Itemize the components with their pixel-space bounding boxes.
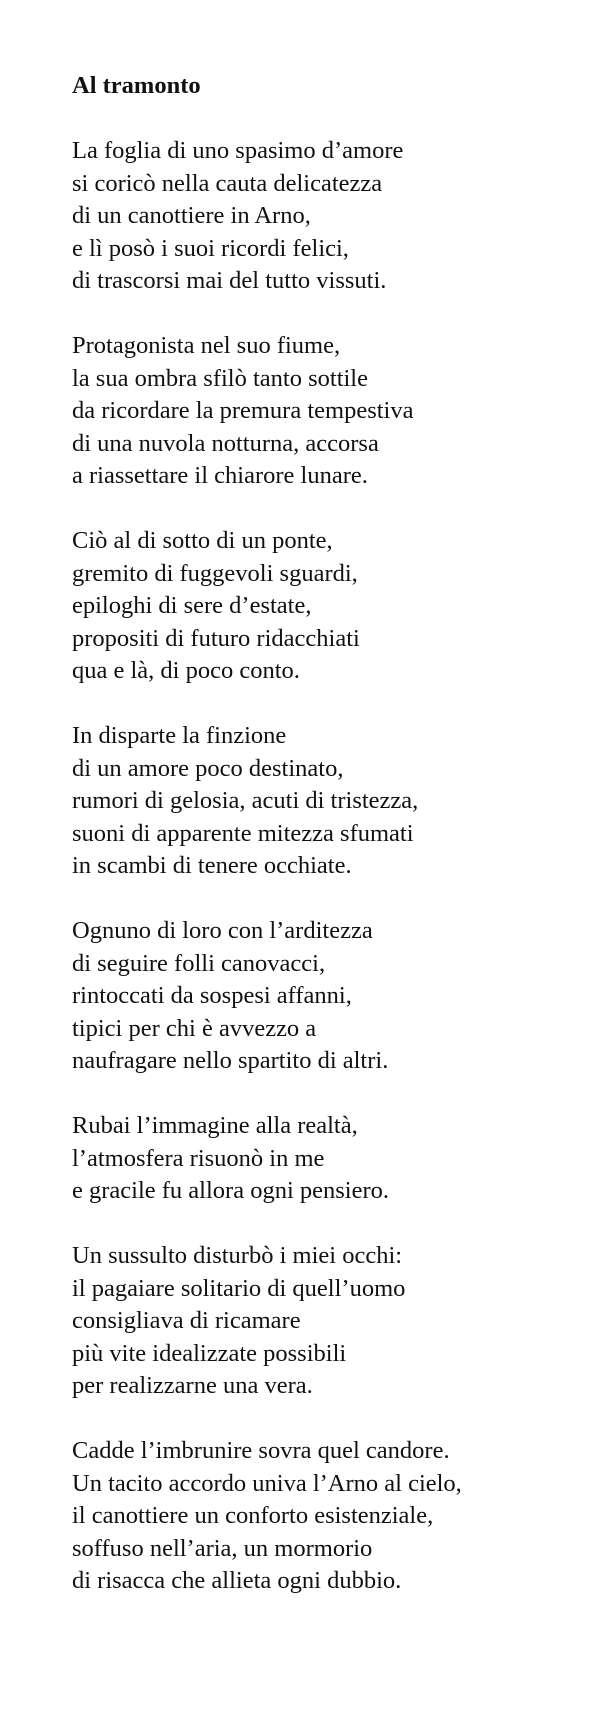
poem-line: la sua ombra sfilò tanto sottile — [72, 364, 368, 392]
poem-line: e gracile fu allora ogni pensiero. — [72, 1177, 390, 1204]
poem-line: propositi di futuro ridacchiati — [72, 624, 360, 652]
poem-line: più vite idealizzate possibili — [72, 1339, 347, 1367]
poem-line: il pagaiare solitario di quell’uomo — [72, 1274, 406, 1302]
poem-line: il canottiere un conforto esistenziale, — [72, 1502, 434, 1529]
stanza — [72, 915, 572, 1078]
poem-line: Un tacito accordo univa l’Arno al cielo, — [72, 1469, 462, 1497]
poem-line: di un amore poco destinato, — [72, 754, 344, 782]
poem-line: di una nuvola notturna, accorsa — [72, 429, 379, 457]
poem-line: di seguire folli canovacci, — [72, 949, 326, 977]
poem-line: si coricò nella cauta delicatezza — [72, 169, 383, 197]
stanza — [72, 135, 572, 298]
poem-page — [72, 70, 572, 1630]
poem-line: gremito di fuggevoli sguardi, — [72, 559, 358, 587]
stanza — [72, 1435, 572, 1598]
stanza — [72, 1110, 572, 1208]
poem-line: Cadde l’imbrunire sovra quel candore. — [72, 1437, 450, 1464]
poem-line: a riassettare il chiarore lunare. — [72, 462, 368, 489]
poem-line: Ognuno di loro con l’arditezza — [72, 917, 373, 944]
poem-line: qua e là, di poco conto. — [72, 657, 300, 684]
poem-line: di un canottiere in Arno, — [72, 202, 311, 229]
poem-line: in scambi di tenere occhiate. — [72, 852, 352, 879]
poem-line: Ciò al di sotto di un ponte, — [72, 527, 333, 554]
poem-line: Un sussulto disturbò i miei occhi: — [72, 1242, 403, 1269]
poem-line: consigliava di ricamare — [72, 1307, 301, 1334]
poem-line: La foglia di uno spasimo d’amore — [72, 137, 404, 164]
poem-line: naufragare nello spartito di altri. — [72, 1047, 389, 1074]
poem-line: suoni di apparente mitezza sfumati — [72, 819, 414, 847]
poem-line: tipici per chi è avvezzo a — [72, 1014, 317, 1042]
poem-line: per realizzarne una vera. — [72, 1372, 313, 1399]
stanza — [72, 330, 572, 493]
poem-line: e lì posò i suoi ricordi felici, — [72, 234, 349, 262]
poem-line: In disparte la finzione — [72, 722, 287, 749]
stanza — [72, 1240, 572, 1403]
poem-body — [72, 135, 572, 1598]
stanza — [72, 525, 572, 688]
poem-line: Protagonista nel suo fiume, — [72, 332, 341, 359]
poem-line: da ricordare la premura tempestiva — [72, 397, 414, 424]
poem-line: di trascorsi mai del tutto vissuti. — [72, 267, 387, 294]
poem-line: rumori di gelosia, acuti di tristezza, — [72, 787, 419, 814]
poem-line: soffuso nell’aria, un mormorio — [72, 1534, 373, 1562]
stanza — [72, 720, 572, 883]
poem-line: l’atmosfera risuonò in me — [72, 1144, 325, 1172]
poem-line: di risacca che allieta ogni dubbio. — [72, 1567, 402, 1594]
poem-title: Al tramonto — [72, 72, 201, 99]
poem-line: epiloghi di sere d’estate, — [72, 592, 312, 619]
poem-line: Rubai l’immagine alla realtà, — [72, 1112, 358, 1139]
poem-line: rintoccati da sospesi affanni, — [72, 982, 352, 1009]
